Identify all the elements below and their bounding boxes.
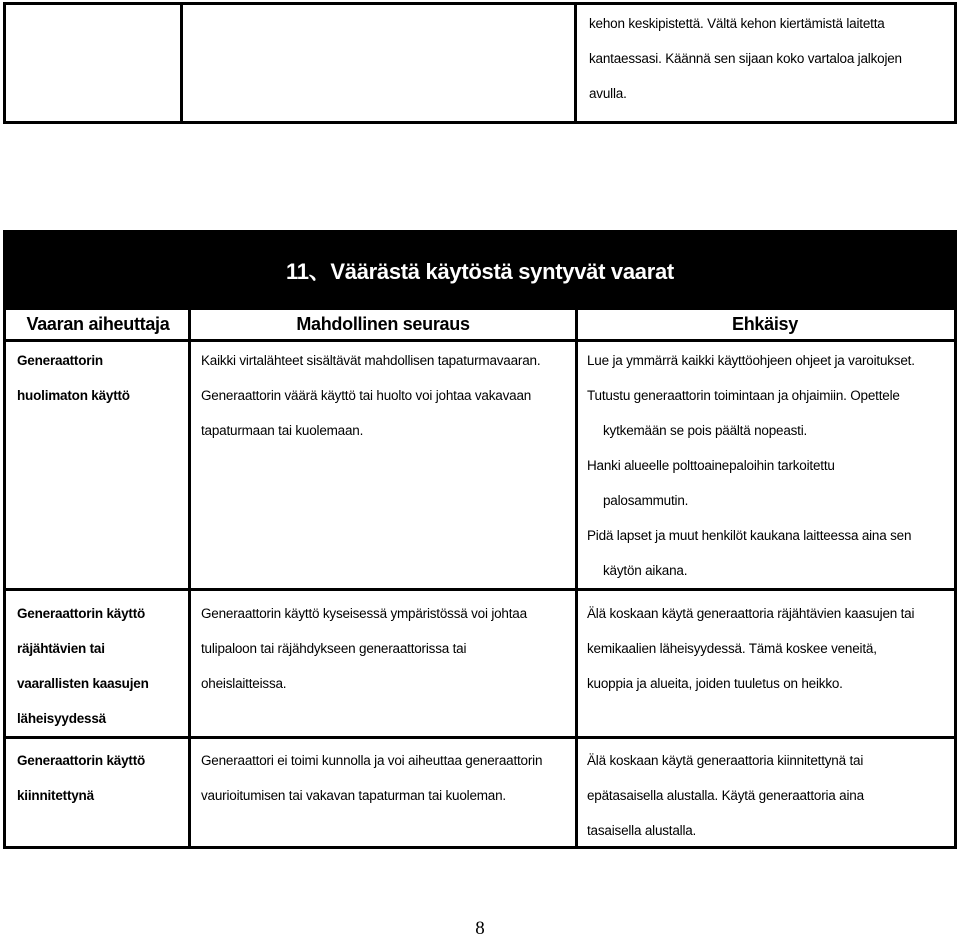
row-divider	[6, 736, 954, 739]
text-line: räjähtävien tai	[17, 641, 105, 656]
row2-prevention	[587, 596, 914, 701]
hazards-table	[3, 230, 957, 849]
text-line: vaarallisten kaasujen	[17, 676, 149, 691]
row2-consequence	[201, 596, 527, 701]
row3-consequence	[201, 743, 542, 813]
text-line: Älä koskaan käytä generaattoria kiinnitettynä tai	[587, 753, 864, 768]
text-line: Generaattorin käyttö	[17, 606, 146, 621]
row-divider	[6, 588, 954, 591]
text-line: tasaisella alustalla.	[587, 823, 697, 838]
text-line: Generaattorin väärä käyttö tai huolto voi johtaa vakavaan	[201, 388, 532, 403]
text-line: vaurioitumisen tai vakavan tapaturman tai kuoleman.	[201, 788, 506, 803]
text-line: Hanki alueelle polttoainepaloihin tarkoitettu	[587, 458, 835, 473]
text-line: Kaikki virtalähteet sisältävät mahdollisen tapaturmavaaran.	[201, 353, 541, 368]
text-line: Generaattori ei toimi kunnolla ja voi aiheuttaa generaattorin	[201, 753, 543, 768]
text-line: Lue ja ymmärrä kaikki käyttöohjeen ohjeet ja varoitukset.	[587, 353, 915, 368]
text-line: tulipaloon tai räjähdykseen generaattorissa tai	[201, 641, 467, 656]
row1-prevention	[587, 343, 915, 588]
text-line: kiinnitettynä	[17, 788, 94, 803]
text-line: Älä koskaan käytä generaattoria räjähtävien kaasujen tai	[587, 606, 915, 621]
text-line: Pidä lapset ja muut henkilöt kaukana laitteessa aina sen	[587, 528, 912, 543]
row3-prevention	[587, 743, 864, 848]
page-number: 8	[475, 918, 485, 939]
column-divider	[180, 5, 183, 121]
text-line: käytön aikana.	[603, 563, 688, 578]
text-line: epätasaisella alustalla. Käytä generaattoria aina	[587, 788, 864, 803]
row3-cause	[17, 743, 145, 813]
text-line: Generaattorin käyttö	[17, 753, 146, 768]
text-line: Tutustu generaattorin toimintaan ja ohjaimiin. Opettele	[587, 388, 900, 403]
text-line: tapaturmaan tai kuolemaan.	[201, 423, 364, 438]
text-line: kehon keskipistettä. Vältä kehon kiertämistä laitetta	[589, 16, 885, 31]
column-divider	[575, 310, 578, 846]
header-consequence: Mahdollinen seuraus	[296, 314, 470, 334]
section-title: 11、Väärästä käytöstä syntyvät vaarat	[6, 233, 954, 310]
text-line: Generaattorin käyttö kyseisessä ympäristössä voi johtaa	[201, 606, 527, 621]
header-cause: Vaaran aiheuttaja	[26, 314, 170, 334]
text-line: kuoppia ja alueita, joiden tuuletus on heikko.	[587, 676, 843, 691]
text-line: kytkemään se pois päältä nopeasti.	[603, 423, 808, 438]
text-line: Generaattorin	[17, 353, 103, 368]
text-line: palosammutin.	[603, 493, 689, 508]
row1-consequence	[201, 343, 540, 448]
text-line: oheislaitteissa.	[201, 676, 287, 691]
column-divider	[574, 5, 577, 121]
text-line: kemikaalien läheisyydessä. Tämä koskee veneitä,	[587, 641, 877, 656]
text-line: kantaessasi. Käännä sen sijaan koko vartaloa jalkojen	[589, 51, 902, 66]
row1-cause	[17, 343, 130, 413]
text-line: läheisyydessä	[17, 711, 106, 726]
continuation-table	[3, 2, 957, 124]
continuation-cell	[589, 6, 902, 111]
column-divider	[188, 310, 191, 846]
row-divider	[6, 339, 954, 342]
header-prevention: Ehkäisy	[732, 314, 798, 334]
text-line: avulla.	[589, 86, 627, 101]
row2-cause	[17, 596, 149, 736]
text-line: huolimaton käyttö	[17, 388, 130, 403]
